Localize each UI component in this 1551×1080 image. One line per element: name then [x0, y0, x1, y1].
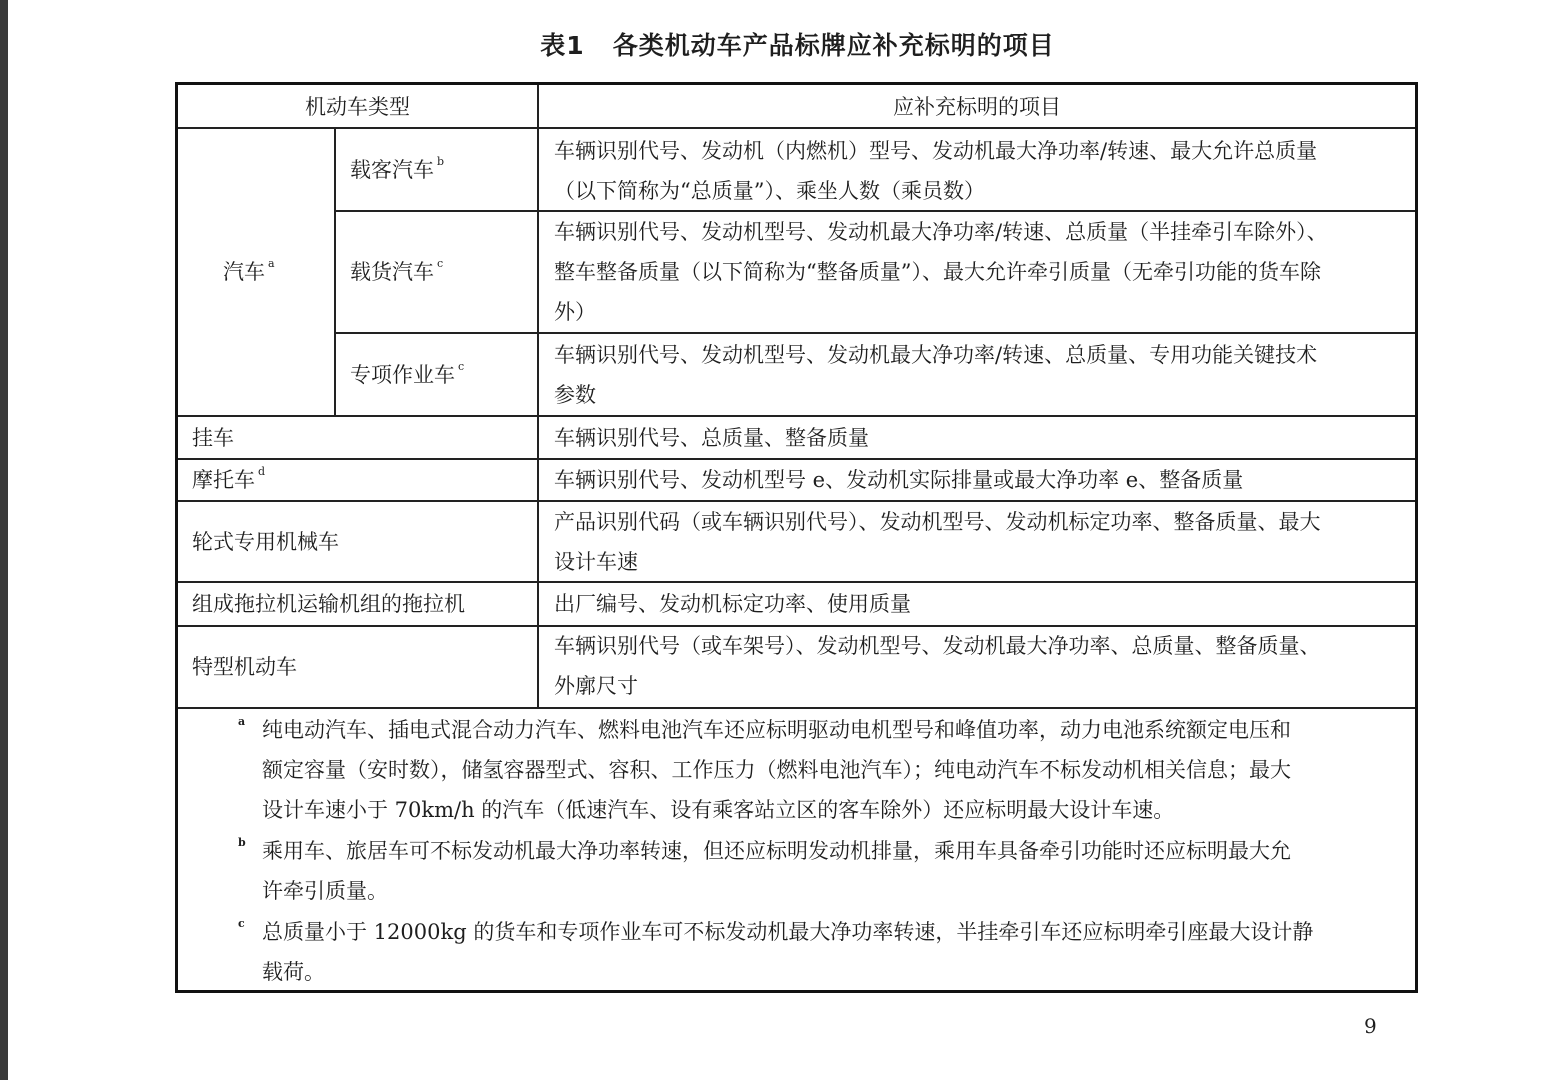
row-label: 特型机动车 — [192, 655, 297, 679]
car-group-text: 汽车 — [223, 260, 265, 284]
page-edge-shadow — [0, 0, 8, 1080]
item-line: 车辆识别代号（或车架号）、发动机型号、发动机最大净功率、总质量、整备质量、 — [554, 634, 1321, 658]
item-line: 车辆识别代号、总质量、整备质量 — [554, 425, 869, 450]
footnote-line: 乘用车、旅居车可不标发动机最大净功率转速，但还应标明发动机排量，乘用车具备牵引功能时还应标明最大允 — [262, 839, 1291, 863]
item-line: 产品识别代码（或车辆识别代号）、发动机型号、发动机标定功率、整备质量、最大 — [554, 510, 1321, 534]
truck-items — [554, 212, 1412, 332]
footnote-ref: d — [258, 465, 266, 478]
special-vehicle-items — [554, 335, 1412, 415]
item-line: （以下简称为“总质量”）、乘坐人数（乘员数） — [554, 179, 985, 203]
item-line: 设计车速 — [554, 550, 638, 574]
item-line: 外廓尺寸 — [554, 674, 638, 698]
footnote-line: 纯电动汽车、插电式混合动力汽车、燃料电池汽车还应标明驱动电机型号和峰值功率，动力电池系统额定电压和 — [262, 718, 1291, 742]
footnote-ref: c — [458, 359, 465, 373]
footnote-line: 总质量小于 12000kg 的货车和专项作业车可不标发动机最大净功率转速，半挂牵引车还应标明牵引座最大设计静 — [262, 920, 1314, 944]
page-number: 9 — [1364, 1014, 1377, 1038]
footnote-line: 载荷。 — [262, 960, 325, 984]
item-line: 整车整备质量（以下简称为“整备质量”）、最大允许牵引质量（无牵引功能的货车除 — [554, 260, 1321, 284]
table-title — [0, 26, 1551, 62]
item-line: 出厂编号、发动机标定功率、使用质量 — [554, 592, 911, 616]
table-number: 表1 — [540, 31, 585, 60]
item-line: 车辆识别代号、发动机型号、发动机最大净功率/转速、总质量、专用功能关键技术 — [554, 343, 1318, 367]
footnote-line: 设计车速小于 70km/h 的汽车（低速汽车、设有乘客站立区的客车除外）还应标明最大设计车速。 — [262, 798, 1175, 822]
footnote-line: 许牵引质量。 — [262, 879, 388, 903]
footnote-ref: c — [437, 257, 444, 270]
special-type-vehicle-label — [192, 627, 297, 707]
row-label: 轮式专用机械车 — [192, 529, 339, 554]
motorcycle-items — [554, 460, 1412, 500]
footnote-ref: b — [437, 154, 445, 168]
wheeled-machinery-items — [554, 502, 1412, 582]
column-divider — [537, 85, 539, 707]
wheeled-machinery-label — [192, 502, 339, 581]
trailer-items — [554, 417, 1412, 458]
footnote-ref: a — [268, 257, 275, 270]
passenger-car-label — [350, 129, 444, 210]
item-line: 外） — [554, 300, 596, 324]
special-type-vehicle-items — [554, 626, 1412, 706]
footnote-line: 额定容量（安时数），储氢容器型式、容积、工作压力（燃料电池汽车）；纯电动汽车不标发动机相关信息；最大 — [262, 758, 1291, 782]
footnote-a — [238, 710, 1388, 830]
item-line: 参数 — [554, 383, 596, 407]
special-vehicle-label — [350, 334, 464, 415]
subtype-divider — [334, 127, 336, 415]
tractor-label — [192, 583, 465, 625]
tractor-items — [554, 583, 1412, 625]
header-vehicle-type: 机动车类型 — [305, 95, 410, 119]
trailer-label — [192, 417, 234, 458]
item-line: 车辆识别代号、发动机型号 e、发动机实际排量或最大净功率 e、整备质量 — [554, 468, 1244, 492]
row-label: 摩托车 — [192, 468, 255, 492]
footnote-mark: b — [238, 836, 246, 849]
item-line: 车辆识别代号、发动机（内燃机）型号、发动机最大净功率/转速、最大允许总质量 — [554, 139, 1318, 163]
header-items: 应补充标明的项目 — [893, 95, 1061, 119]
vehicle-label-table — [175, 82, 1418, 993]
row-label: 载客汽车 — [350, 157, 434, 182]
footnote-mark: a — [238, 715, 246, 728]
motorcycle-label — [192, 460, 265, 500]
row-label: 组成拖拉机运输机组的拖拉机 — [192, 592, 465, 616]
item-line: 车辆识别代号、发动机型号、发动机最大净功率/转速、总质量（半挂牵引车除外）、 — [554, 220, 1328, 244]
car-group-label — [223, 129, 275, 415]
passenger-car-items — [554, 131, 1412, 211]
footnote-c — [238, 912, 1388, 992]
row-label: 载货汽车 — [350, 260, 434, 284]
footnote-mark: c — [238, 917, 245, 930]
row-divider — [335, 332, 1415, 334]
row-label: 专项作业车 — [350, 362, 455, 387]
footnote-b — [238, 831, 1388, 911]
row-label: 挂车 — [192, 425, 234, 450]
table-caption: 各类机动车产品标牌应补充标明的项目 — [612, 31, 1055, 60]
footnote-divider — [178, 707, 1415, 709]
truck-label — [350, 212, 443, 332]
